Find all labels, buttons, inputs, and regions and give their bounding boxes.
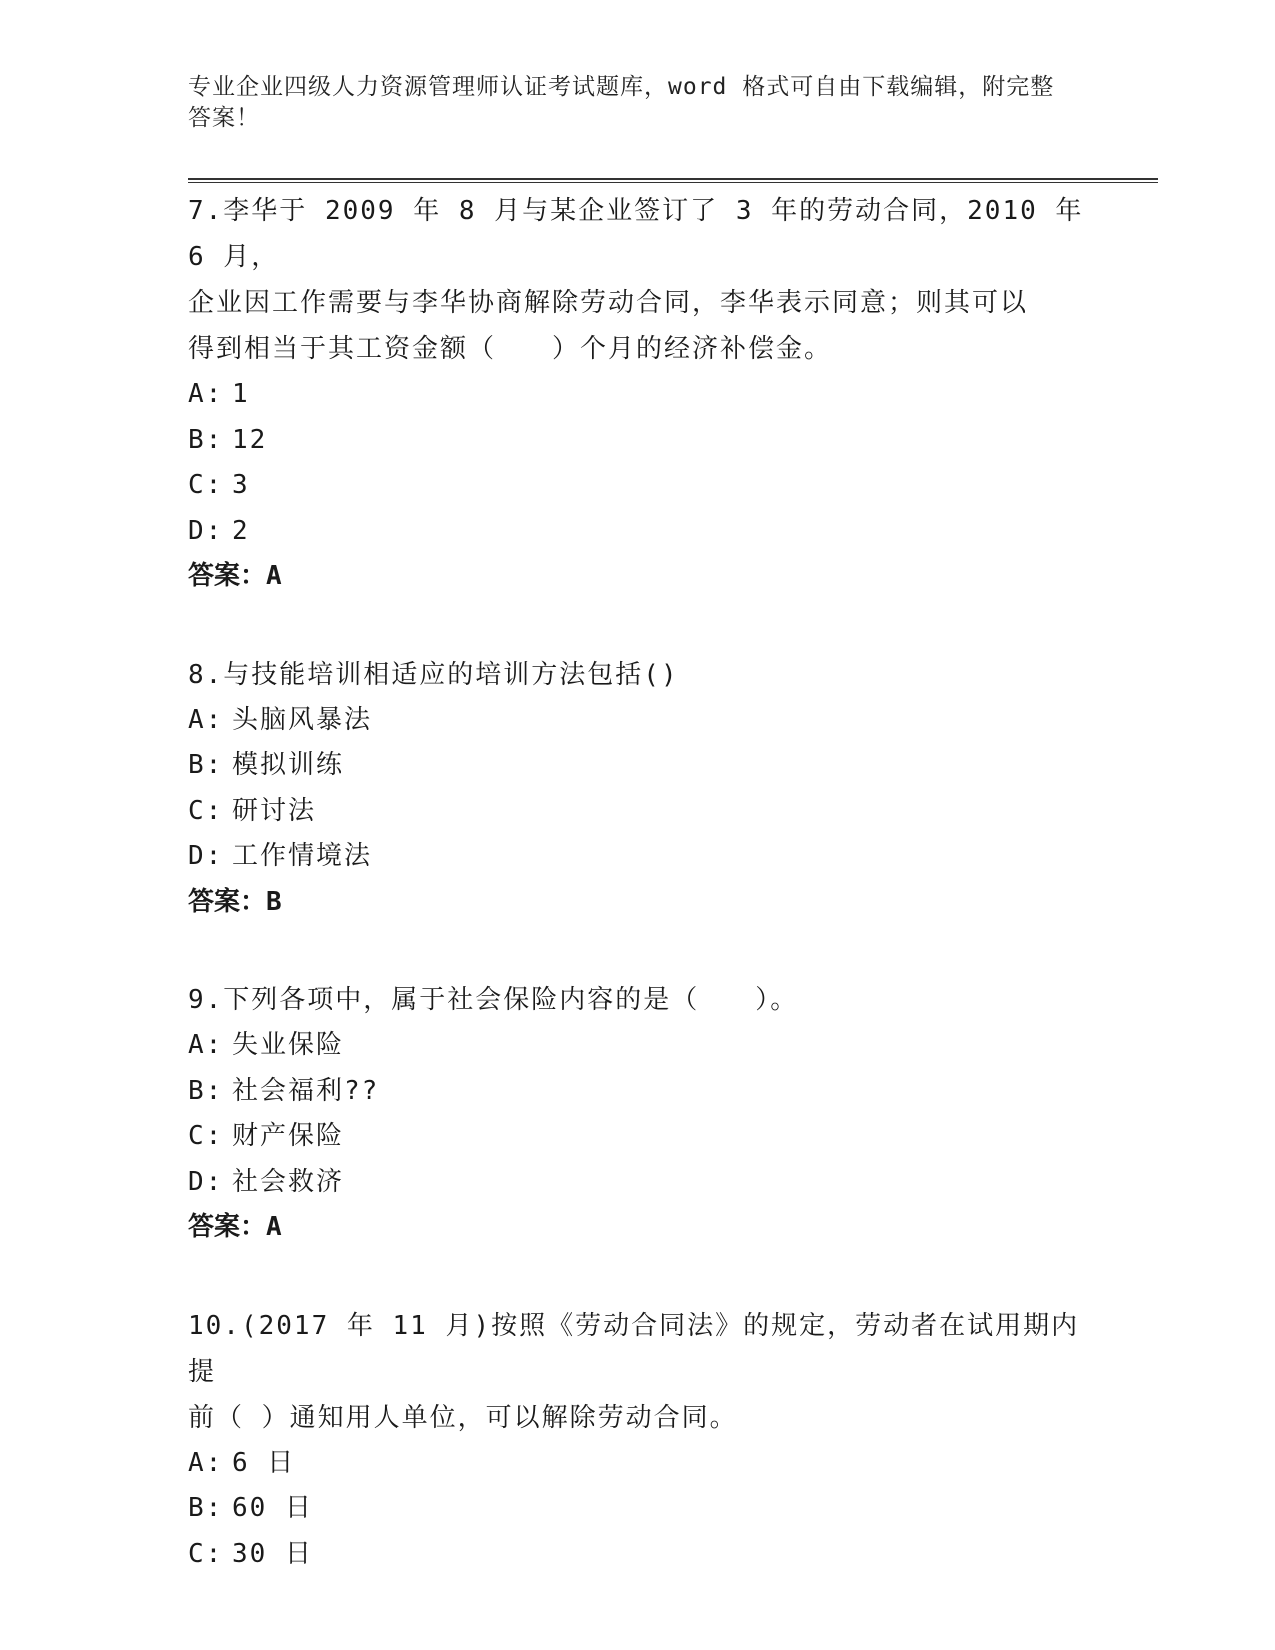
option-c	[188, 789, 1088, 835]
option-text: 6 日	[232, 1447, 296, 1478]
option-d	[188, 509, 1088, 555]
header-line-1: 专业企业四级人力资源管理师认证考试题库，word 格式可自由下载编辑，附完整	[188, 74, 1055, 100]
header-line-2: 答案！	[188, 105, 260, 131]
question-text-line: 企业因工作需要与李华协商解除劳动合同，李华表示同意；则其可以	[188, 288, 1029, 318]
option-label: A:	[188, 379, 224, 409]
option-label: A:	[188, 1447, 224, 1478]
question-9	[188, 977, 1088, 1251]
question-7	[188, 188, 1088, 600]
option-text: 社会福利??	[232, 1075, 380, 1106]
option-text: 工作情境法	[232, 841, 373, 871]
option-a	[188, 372, 1088, 418]
option-label: C:	[188, 1121, 224, 1151]
option-text: 财产保险	[232, 1121, 345, 1151]
option-d	[188, 834, 1088, 880]
option-text: 12	[232, 424, 268, 455]
document-header	[188, 72, 1078, 134]
answer-line: 答案：A	[188, 1212, 282, 1242]
option-b	[188, 418, 1088, 464]
option-text: 研讨法	[232, 795, 317, 826]
question-text-line: 9.下列各项中，属于社会保险内容的是（ ）。	[188, 985, 799, 1015]
question-8	[188, 652, 1088, 926]
option-label: A:	[188, 1030, 224, 1060]
question-10	[188, 1303, 1088, 1578]
option-b	[188, 743, 1088, 789]
option-d	[188, 1160, 1088, 1206]
question-list	[188, 188, 1088, 1629]
option-label: B:	[188, 1493, 224, 1523]
option-label: A:	[188, 704, 224, 735]
option-label: D:	[188, 515, 224, 546]
option-label: D:	[188, 841, 224, 871]
option-c	[188, 463, 1088, 509]
option-label: C:	[188, 795, 224, 826]
option-text: 3	[232, 470, 250, 500]
question-text-line: 10.(2017 年 11 月)按照《劳动合同法》的规定，劳动者在试用期内提	[188, 1310, 1080, 1387]
option-text: 30 日	[232, 1538, 313, 1569]
option-label: B:	[188, 1075, 224, 1106]
answer-line: 答案：A	[188, 561, 282, 591]
option-label: B:	[188, 750, 224, 780]
option-c	[188, 1532, 1088, 1578]
option-label: B:	[188, 424, 224, 455]
option-label: C:	[188, 470, 224, 500]
option-label: D:	[188, 1166, 224, 1197]
option-text: 头脑风暴法	[232, 704, 373, 735]
option-text: 社会救济	[232, 1166, 345, 1197]
option-a	[188, 1023, 1088, 1069]
question-text-line: 前（ ）通知用人单位，可以解除劳动合同。	[188, 1402, 738, 1433]
header-divider	[188, 178, 1158, 183]
option-text: 模拟训练	[232, 750, 345, 780]
option-label: C:	[188, 1538, 224, 1569]
option-b	[188, 1486, 1088, 1532]
option-text: 失业保险	[232, 1030, 345, 1060]
answer-line: 答案：B	[188, 886, 282, 917]
option-b	[188, 1069, 1088, 1115]
option-a	[188, 698, 1088, 744]
question-text-line: 得到相当于其工资金额（ ）个月的经济补偿金。	[188, 334, 833, 364]
option-c	[188, 1114, 1088, 1160]
question-text-line: 8.与技能培训相适应的培训方法包括()	[188, 659, 679, 690]
option-a	[188, 1441, 1088, 1487]
option-text: 60 日	[232, 1493, 313, 1523]
question-text-line: 7.李华于 2009 年 8 月与某企业签订了 3 年的劳动合同，2010 年 6 月，	[188, 196, 1084, 272]
option-text: 2	[232, 515, 250, 546]
option-text: 1	[232, 379, 250, 409]
